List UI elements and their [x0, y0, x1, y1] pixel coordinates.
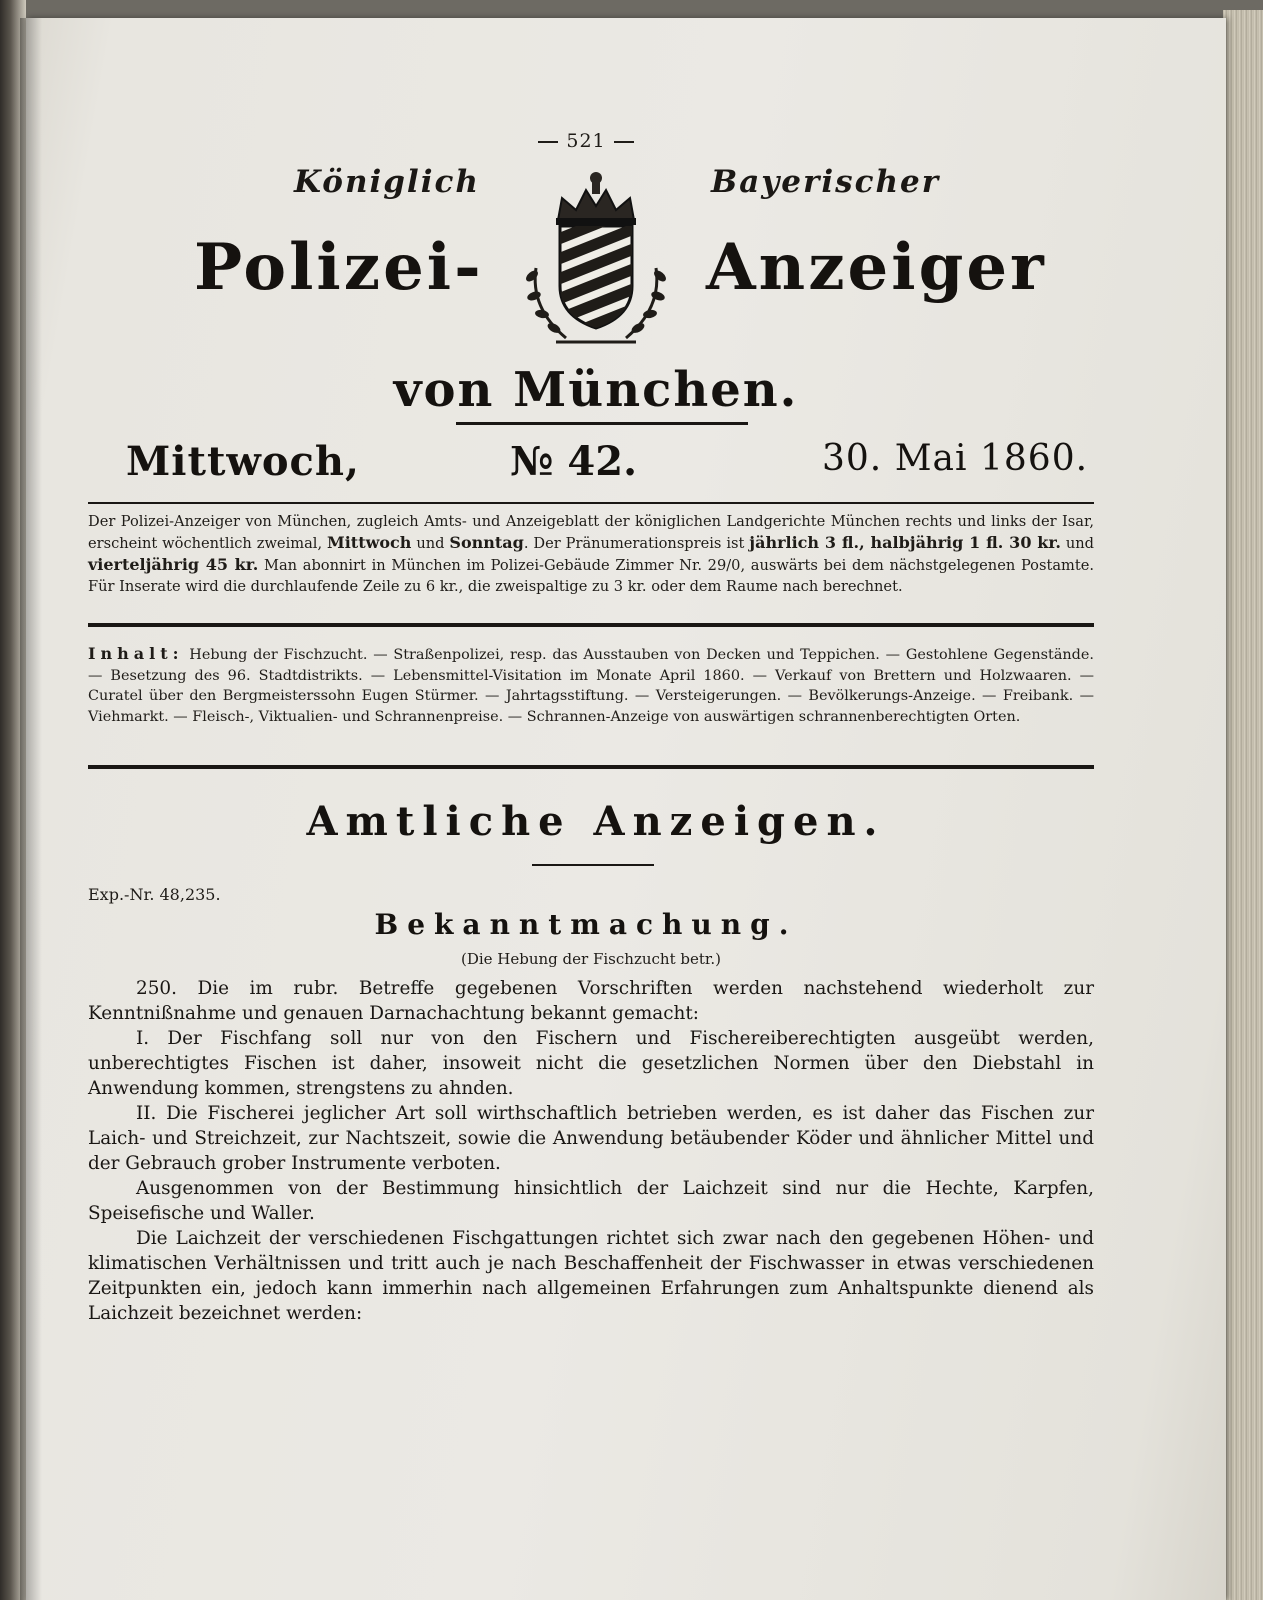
issue-number: № 42. [510, 438, 637, 485]
paragraph: 250. Die im rubr. Betreffe gegebenen Vorschriften werden nachstehend wiederholt zur Kenntnißnahme und genauen Darnachachtung bekannt gemacht: [88, 978, 1094, 1024]
masthead-bayerischer: Bayerischer [711, 164, 941, 200]
page-stack [1223, 10, 1263, 1600]
bavarian-coat-of-arms-icon [496, 158, 696, 358]
announcement-body [88, 976, 1094, 1326]
table-of-contents [88, 644, 1094, 727]
paragraph: I. Der Fischfang soll nur von den Fischern und Fischereiberechtigten ausgeübt werden, unberechtigtes Fischen ist daher, insoweit nicht die gesetzlichen Normen über den Diebstahl in Anwendung kommen, strengstens zu ahnden. [88, 1028, 1094, 1099]
divider-rule [88, 765, 1094, 769]
subtitle-rule [456, 422, 748, 425]
paragraph: Ausgenommen von der Bestimmung hinsichtlich der Laichzeit sind nur die Hechte, Karpfen, Speisefische und Waller. [88, 1178, 1094, 1224]
masthead-koeniglich: Königlich [294, 164, 480, 200]
spine-shadow [20, 18, 42, 1600]
expedition-number: Exp.-Nr. 48,235. [88, 885, 221, 904]
issue-weekday: Mittwoch, [126, 438, 360, 485]
contents-label: Inhalt: [88, 644, 184, 663]
paragraph: Die Laichzeit der verschiedenen Fischgattungen richtet sich zwar nach den gegebenen Höhen- und klimatischen Verhältnissen und tritt auch je nach Beschaffenheit der Fischwasser in etwas verschiedenen Zeitpunkten ein, jedoch kann immerhin nach allgemeinen Erfahrungen zum Anhaltspunkte dienend als Laichzeit bezeichnet werden: [88, 1228, 1094, 1324]
masthead-title-polizei: Polizei- [194, 230, 484, 305]
announcement-subject: (Die Hebung der Fischzucht betr.) [460, 950, 722, 968]
announcement-heading: Bekanntmachung. [374, 908, 798, 941]
page-number: 521 [516, 130, 656, 152]
contents-text: Hebung der Fischzucht. — Straßenpolizei, resp. das Ausstauben von Decken und Teppichen. — Gestohlene Gegenstände. — Besetzung des 96. Stadtdistrikts. — Lebensmittel-Visitation im Monate April 1860. — Verkauf von Brettern und Holzwaaren. — Curatel über den Bergmeisterssohn Eugen Stürmer. — Jahrtagsstiftung. — Versteigerungen. — Bevölkerungs-Anzeige. — Freibank. — Viehmarkt. — Fleisch-, Viktualien- und Schrannenpreise. — Schrannen-Anzeige von auswärtigen schrannenberechtigten Orten. [88, 647, 1094, 725]
divider-rule [88, 623, 1094, 627]
issue-date: 30. Mai 1860. [822, 438, 1089, 479]
masthead-subtitle: von München. [393, 362, 799, 418]
subscription-info: Der Polizei-Anzeiger von München, zugleich Amts- und Anzeigeblatt der königlichen Landgerichte München rechts und links der Isar, erscheint wöchentlich zweimal, Mittwoch und Sonntag. Der Pränumerationspreis ist jährlich 3 fl., halbjährig 1 fl. 30 kr. und vierteljährig 45 kr. Man abonnirt in München im Polizei-Gebäude Zimmer Nr. 29/0, auswärts bei dem nächstgelegenen Postamte. Für Inserate wird die durchlaufende Zeile zu 6 kr., die zweispaltige zu 3 kr. oder dem Raume nach berechnet. [88, 513, 1095, 595]
paragraph: II. Die Fischerei jeglicher Art soll wirthschaftlich betrieben werden, es ist daher das Fischen zur Laich- und Streichzeit, zur Nachtszeit, sowie die Anwendung betäubender Köder und ähnlicher Mittel und der Gebrauch grober Instrumente verboten. [88, 1103, 1094, 1174]
divider-rule [88, 502, 1094, 504]
section-title: Amtliche Anzeigen. [306, 798, 886, 845]
masthead-title-anzeiger: Anzeiger [706, 230, 1047, 305]
section-rule [532, 864, 654, 866]
newspaper-page [26, 18, 1226, 1600]
